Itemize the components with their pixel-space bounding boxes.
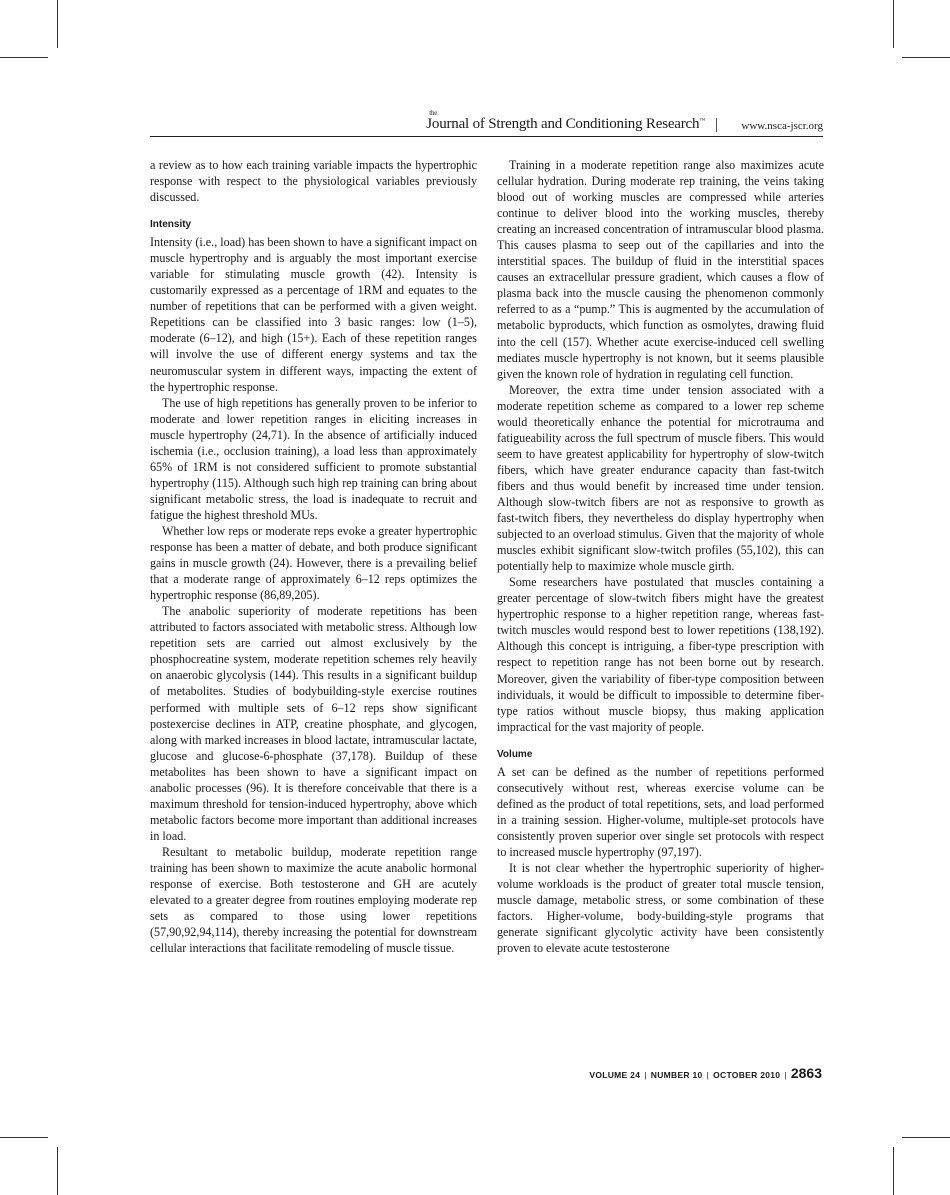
crop-mark <box>0 1137 48 1138</box>
header-separator <box>716 118 717 132</box>
journal-url: www.nsca-jscr.org <box>741 120 823 132</box>
paragraph: Whether low reps or moderate reps evoke a greater hypertrophic response has been a matter of debate, and both produce significant gains in muscle growth (24). However, there is a prevailing belief that a moderate range of approximately 6–12 reps optimizes the hypertrophic response (86,89,205). <box>150 523 477 603</box>
paragraph: A set can be defined as the number of repetitions performed consecutively without rest, whereas exercise volume can be defined as the product of total repetitions, sets, and load performed in a training session. Higher-volume, multiple-set protocols have consistently proven superior over single set protocols with respect to increased muscle hypertrophy (97,197). <box>497 764 824 859</box>
journal-name: Journal of Strength and Conditioning Research <box>426 116 700 132</box>
crop-mark <box>57 0 58 48</box>
footer-separator: | <box>644 1070 647 1080</box>
crop-mark <box>893 1147 894 1195</box>
crop-mark <box>902 1137 950 1138</box>
paragraph: Moreover, the extra time under tension associated with a moderate repetition scheme as compared to a lower rep scheme would theoretically enhance the potential for microtrauma and fatigueability across the full spectrum of muscle fibers. This would seem to have greatest applicability for hypertrophy of slow-twitch fibers, which have greater endurance capacity than fast-twitch fibers and thus would benefit by increased time under tension. Although slow-twitch fibers are not as responsive to growth as fast-twitch fibers, they nevertheless do display hypertrophy when subjected to an overload stimulus. Given that the majority of whole muscles exhibit significant slow-twitch profiles (55,102), this can potentially help to maximize whole muscle girth. <box>497 382 824 574</box>
paragraph: It is not clear whether the hypertrophic superiority of higher-volume workloads is the product of greater total muscle tension, muscle damage, metabolic stress, or some combination of these factors. Higher-volume, body-building-style programs that generate significant glycolytic activity have been consistently proven to elevate acute testosterone <box>497 860 824 956</box>
crop-mark <box>0 57 48 58</box>
running-header <box>150 109 823 137</box>
footer-date: OCTOBER 2010 <box>713 1070 781 1080</box>
section-heading-intensity: Intensity <box>150 219 192 231</box>
paragraph: The anabolic superiority of moderate repetitions has been attributed to factors associated with metabolic stress. Although low repetition sets are carried out almost exclusively by the phosphocreatine system, moderate repetition schemes rely heavily on anaerobic glycolysis (144). This results in a significant buildup of metabolites. Studies of bodybuilding-style exercise routines performed with multiple sets of 6–12 reps show significant postexercise declines in ATP, creatine phosphate, and glycogen, along with marked increases in blood lactate, intramuscular lactate, glucose and glucose-6-phosphate (37,178). Buildup of these metabolites has been shown to have a significant impact on anabolic processes (96). It is therefore conceivable that there is a maximum threshold for tension-induced hypertrophy, above which metabolic factors become more important than additional increases in load. <box>150 604 477 843</box>
trademark-mark: ™ <box>699 118 705 124</box>
footer-volume: VOLUME 24 <box>589 1070 641 1080</box>
journal-title <box>426 109 705 133</box>
paragraph: Some researchers have postulated that muscles containing a greater percentage of slow-twitch fibers might have the greatest hypertrophic response to a higher repetition range, whereas fast-twitch muscles would respond best to lower repetitions (138,192). Although this concept is intriguing, a fiber-type prescription with respect to repetition range has not been borne out by research. Moreover, given the variability of fiber-type composition between individuals, it would be difficult to impossible to determine fiber-type ratios without muscle biopsy, thus making application impractical for the vast majority of people. <box>497 575 824 734</box>
paragraph: Intensity (i.e., load) has been shown to have a significant impact on muscle hypertrophy and is arguably the most important exercise variable for stimulating muscle growth (42). Intensity is customarily expressed as a percentage of 1RM and equates to the number of repetitions that can be performed with a given weight. Repetitions can be classified into 3 basic ranges: low (1–5), moderate (6–12), and high (15+). Each of these repetition ranges will involve the use of different energy systems and tax the neuromuscular system in different ways, impacting the extent of the hypertrophic response. <box>150 235 477 394</box>
paragraph: a review as to how each training variable impacts the hypertrophic response with respect to the physiological variables previously discussed. <box>150 158 477 205</box>
paragraph: Resultant to metabolic buildup, moderate repetition range training has been shown to maximize the acute anabolic hormonal response of exercise. Both testosterone and GH are acutely elevated to a greater degree from routines employing moderate rep sets as compared to those using lower repetitions (57,90,92,94,114), thereby increasing the potential for downstream cellular interactions that facilitate remodeling of muscle tissue. <box>150 844 477 956</box>
left-column <box>150 157 477 956</box>
crop-mark <box>902 57 950 58</box>
right-column <box>497 157 824 956</box>
footer-issue-number: NUMBER 10 <box>650 1070 703 1080</box>
page-footer <box>589 1065 822 1081</box>
paragraph: The use of high repetitions has generally proven to be inferior to moderate and lower repetition ranges in eliciting increases in muscle hypertrophy (24,71). In the absence of artificially induced ischemia (i.e., occlusion training), a load less than approximately 65% of 1RM is not considered sufficient to promote substantial hypertrophy (115). Although such high rep training can bring about significant metabolic stress, the load is inadequate to recruit and fatigue the highest threshold MUs. <box>150 395 477 522</box>
page-number: 2863 <box>790 1065 822 1081</box>
crop-mark <box>893 0 894 48</box>
section-heading-volume: Volume <box>497 748 533 760</box>
paragraph: Training in a moderate repetition range also maximizes acute cellular hydration. During moderate rep training, the veins taking blood out of working muscles are compressed while arteries continue to deliver blood into the working muscles, thereby creating an increased concentration of intramuscular blood plasma. This causes plasma to seep out of the capillaries and into the interstitial spaces. The buildup of fluid in the interstitial spaces causes an extracellular pressure gradient, which causes a flow of plasma back into the muscle causing the phenomenon commonly referred to as a “pump.” This is augmented by the accumulation of metabolic byproducts, which function as osmolytes, drawing fluid into the cell (157). Whether acute exercise-induced cell swelling mediates muscle hypertrophy is not known, but it seems plausible given the known role of hydration in regulating cell function. <box>497 158 824 381</box>
footer-separator: | <box>706 1070 710 1080</box>
footer-separator: | <box>784 1070 787 1080</box>
crop-mark <box>57 1147 58 1195</box>
journal-title-the: the <box>429 109 438 117</box>
